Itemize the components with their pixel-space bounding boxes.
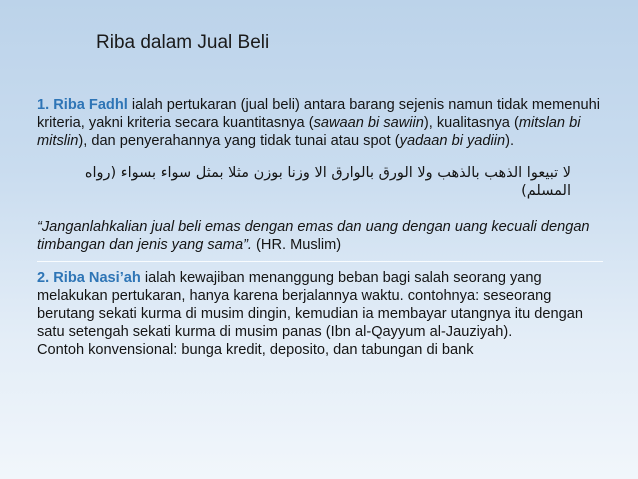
conventional-example: Contoh konvensional: bunga kredit, deposito, dan tabungan di bank [37, 342, 474, 358]
riba-fadhl-term-1: sawaan bi sawiin [313, 115, 424, 131]
riba-nasiah-label: 2. Riba Nasi’ah [37, 270, 141, 286]
riba-nasiah-paragraph [37, 269, 603, 341]
hadith-source: (HR. Muslim) [251, 237, 342, 253]
riba-fadhl-text-1: ialah pertukaran (jual beli) antara barang sejenis namun tidak memenuhi kriteria, yakni kriteria secara kuantitasnya ( [37, 97, 600, 131]
riba-fadhl-term-3: yadaan bi yadiin [399, 133, 506, 149]
riba-fadhl-text-4: ). [505, 133, 515, 149]
hadith-translation-text: “Janganlahkalian jual beli emas dengan emas dan uang dengan uang kecuali dengan timbangan dan jenis yang sama”. [37, 219, 590, 253]
hadith-arabic-text: لا تبيعوا الذهب بالذهب ولا الورق بالوارق الا وزنا بوزن مثلا بمثل سواء بسواء (رواه المسلم) [84, 165, 571, 199]
divider [37, 261, 603, 262]
slide-content [37, 96, 603, 359]
riba-fadhl-text-3: ), dan penyerahannya yang tidak tunai atau spot ( [78, 133, 400, 149]
riba-fadhl-text-2: ), kualitasnya ( [423, 115, 519, 131]
riba-fadhl-paragraph [37, 96, 603, 150]
riba-fadhl-label: 1. Riba Fadhl [37, 97, 128, 113]
riba-nasiah-text: ialah kewajiban menanggung beban bagi salah seorang yang melakukan pertukaran, hanya karena berjalannya waktu. contohnya: seseorang berutang sekati kurma di musim dingin, kemudian ia membayar utangnya itu dengan satu setengah sekati kurma di musim panas (Ibn al-Qayyum al-Jauziyah). [37, 270, 583, 340]
riba-fadhl-term-2: mitslan bi mitslin [37, 115, 581, 149]
hadith-translation [37, 218, 603, 254]
slide-title: Riba dalam Jual Beli [96, 32, 270, 53]
